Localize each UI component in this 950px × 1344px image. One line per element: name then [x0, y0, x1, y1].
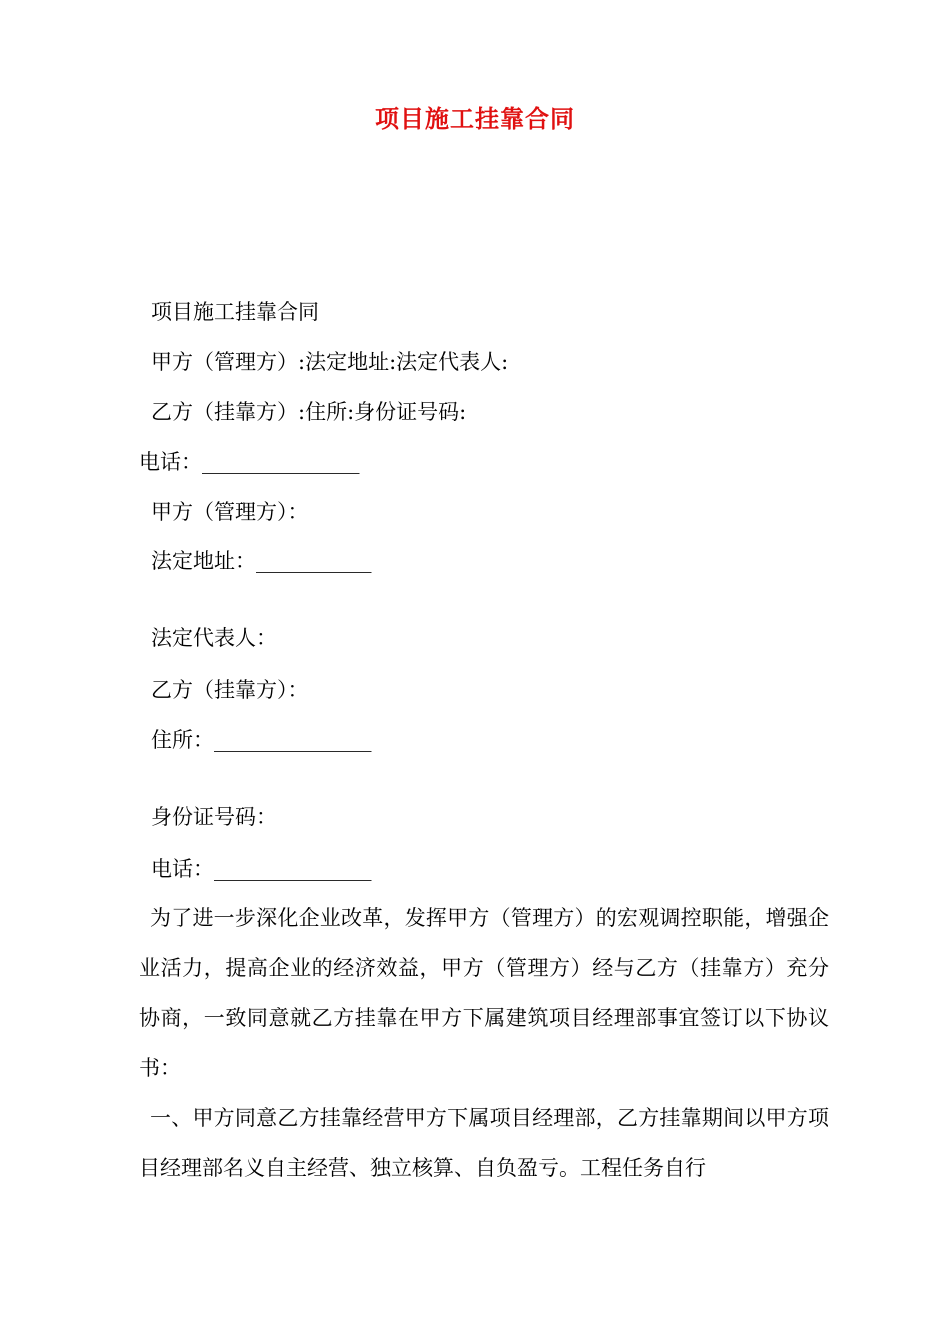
- legal-representative-line: 法定代表人：: [151, 626, 277, 650]
- clause-1-paragraph: 一、甲方同意乙方挂靠经营甲方下属项目经理部，乙方挂靠期间以甲方项目经理部名义自主经营、独立核算、自负盈亏。工程任务自行: [139, 1106, 829, 1180]
- preamble-paragraph: 为了进一步深化企业改革，发挥甲方（管理方）的宏观调控职能，增强企业活力，提高企业的经济效益，甲方（管理方）经与乙方（挂靠方）充分协商，一致同意就乙方挂靠在甲方下属建筑项目经理部事宜签订以下协议书：: [139, 906, 829, 1080]
- party-b-label: 乙方（挂靠方）：: [151, 678, 309, 702]
- phone-line-1: 电话：_______________: [139, 450, 360, 474]
- document-title: 项目施工挂靠合同: [375, 104, 575, 133]
- party-a-label: 甲方（管理方）：: [151, 500, 309, 524]
- contract-heading: 项目施工挂靠合同: [151, 300, 319, 324]
- id-number-line: 身份证号码：: [151, 805, 277, 829]
- residence-line: 住所：_______________: [151, 728, 372, 752]
- party-b-summary: 乙方（挂靠方）:住所:身份证号码:: [151, 400, 467, 424]
- legal-address-line: 法定地址：___________: [151, 549, 372, 573]
- party-a-summary: 甲方（管理方）:法定地址:法定代表人:: [151, 350, 509, 374]
- phone-line-2: 电话：_______________: [151, 857, 372, 881]
